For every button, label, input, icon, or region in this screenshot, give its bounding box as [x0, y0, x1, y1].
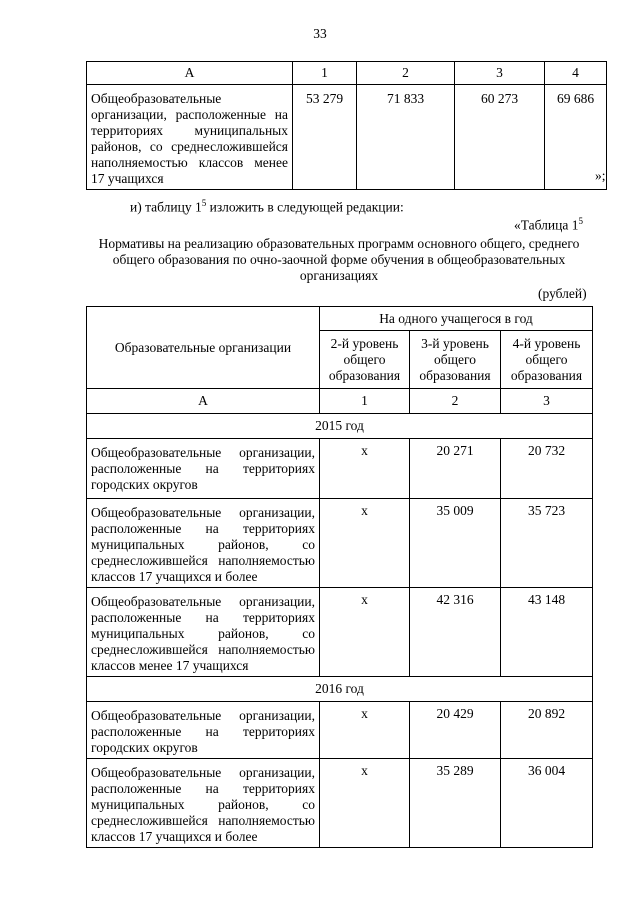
org-cell: Общеобразовательные организации, расположенные на территориях муниципальных районов, со среднесложившейся наполняемостью классов 17 учащихся и более	[87, 759, 320, 848]
year-cell: 2015 год	[87, 414, 593, 439]
value-cell: 43 148	[501, 588, 593, 677]
group-header: На одного учащегося в год	[320, 307, 593, 331]
value-cell: 20 732	[501, 439, 593, 499]
org-header: Образовательные организации	[87, 307, 320, 389]
index-cell: 1	[320, 389, 410, 414]
page-number: 33	[313, 26, 327, 41]
table-row	[87, 759, 593, 848]
value-cell: 35 723	[501, 499, 593, 588]
table-row	[87, 439, 593, 499]
amendment-paragraph	[130, 198, 404, 216]
value-cell: 20 429	[410, 702, 501, 759]
org-cell: Общеобразовательные организации, расположенные на территориях муниципальных районов, со среднесложившейся наполняемостью классов менее 17 учащихся	[87, 588, 320, 677]
value-cell: х	[320, 759, 410, 848]
norms-table	[86, 306, 593, 848]
value-cell: 20 892	[501, 702, 593, 759]
org-cell: Общеобразовательные организации, расположенные на территориях муниципальных районов, со среднесложившейся наполняемостью классов менее 17 учащихся	[87, 85, 293, 190]
value-cell: х	[320, 499, 410, 588]
continued-table	[86, 61, 607, 190]
closing-quote: »;	[595, 168, 606, 183]
amendment-prefix: и) таблицу 1	[130, 199, 202, 215]
units-label: (рублей)	[538, 286, 587, 301]
index-row	[87, 389, 593, 414]
header-row	[87, 307, 593, 331]
table-row	[87, 499, 593, 588]
index-cell: А	[87, 389, 320, 414]
table-row	[87, 85, 607, 190]
org-cell: Общеобразовательные организации, расположенные на территориях городских округов	[87, 439, 320, 499]
value-cell: 53 279	[293, 85, 357, 190]
value-cell: х	[320, 702, 410, 759]
org-cell: Общеобразовательные организации, расположенные на территориях муниципальных районов, со среднесложившейся наполняемостью классов 17 учащихся и более	[87, 499, 320, 588]
index-cell: 2	[410, 389, 501, 414]
value-cell: 35 289	[410, 759, 501, 848]
value-cell: 60 273	[455, 85, 545, 190]
table-label-superscript: 5	[578, 216, 583, 226]
level-header: 3-й уровень общего образования	[410, 331, 501, 389]
year-cell: 2016 год	[87, 677, 593, 702]
col-header: 4	[545, 62, 607, 85]
index-cell: 3	[501, 389, 593, 414]
value-cell: 20 271	[410, 439, 501, 499]
col-header: 2	[357, 62, 455, 85]
year-row	[87, 414, 593, 439]
table-title: Нормативы на реализацию образовательных программ основного общего, среднего общего образования по очно-заочной форме обучения в общеобразовательных организациях	[98, 236, 580, 283]
col-header: 1	[293, 62, 357, 85]
level-header: 4-й уровень общего образования	[501, 331, 593, 389]
value-cell: х	[320, 588, 410, 677]
amendment-superscript: 5	[201, 198, 207, 208]
value-cell: 35 009	[410, 499, 501, 588]
table-label	[514, 216, 583, 234]
value-cell: 69 686	[545, 85, 607, 190]
amendment-suffix: изложить в следующей редакции:	[206, 199, 404, 215]
value-cell: 42 316	[410, 588, 501, 677]
table-row	[87, 588, 593, 677]
continued-table-header-row	[87, 62, 607, 85]
level-header: 2-й уровень общего образования	[320, 331, 410, 389]
col-header: А	[87, 62, 293, 85]
value-cell: х	[320, 439, 410, 499]
table-row	[87, 702, 593, 759]
org-cell: Общеобразовательные организации, расположенные на территориях городских округов	[87, 702, 320, 759]
col-header: 3	[455, 62, 545, 85]
value-cell: 71 833	[357, 85, 455, 190]
value-cell: 36 004	[501, 759, 593, 848]
year-row	[87, 677, 593, 702]
table-label-text: «Таблица 1	[514, 217, 579, 233]
